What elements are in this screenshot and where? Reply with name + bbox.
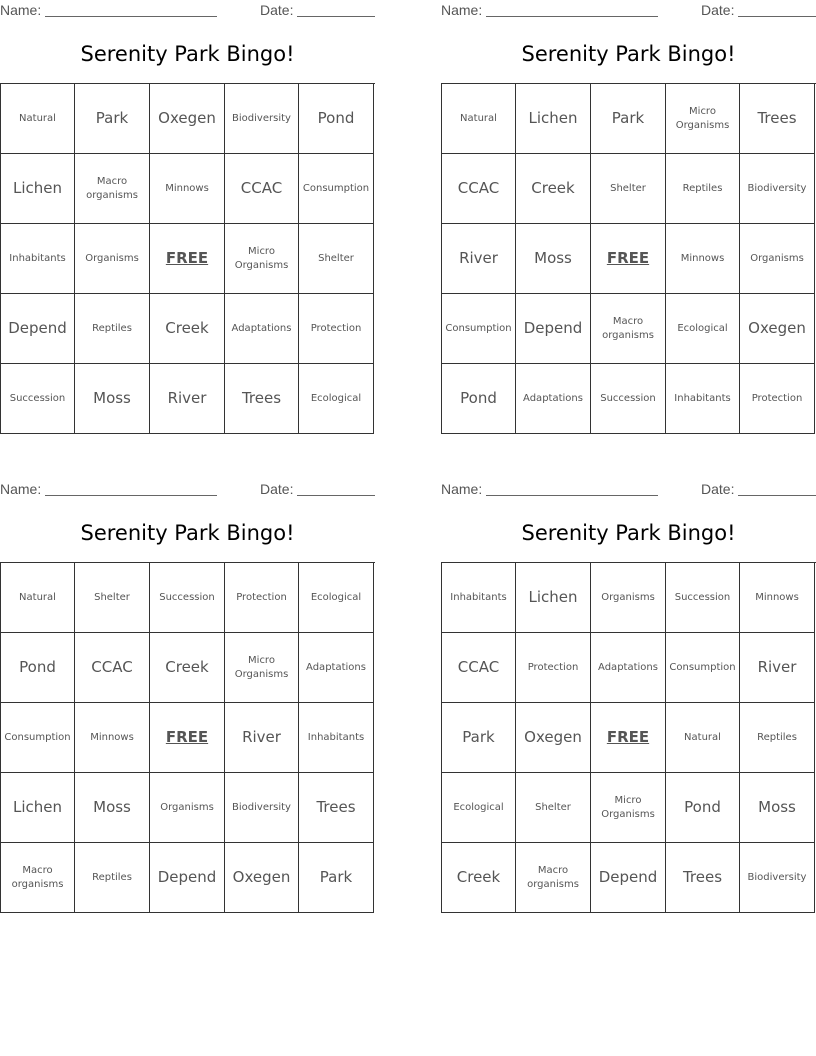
bingo-cell: Inhabitants — [666, 364, 740, 434]
name-label: Name: — [441, 2, 483, 18]
bingo-cell: Reptiles — [666, 154, 740, 224]
bingo-cell: Organisms — [75, 224, 150, 294]
bingo-cell: Protection — [225, 563, 299, 633]
bingo-cell: Creek — [516, 154, 591, 224]
date-label: Date: — [701, 2, 735, 18]
bingo-cell: Ecological — [442, 773, 516, 843]
card-header — [441, 479, 816, 501]
bingo-cell: Micro Organisms — [225, 224, 299, 294]
bingo-cell: Reptiles — [75, 843, 150, 913]
bingo-cell: Protection — [299, 294, 374, 364]
bingo-cell: Creek — [442, 843, 516, 913]
free-space-cell: FREE — [591, 703, 666, 773]
bingo-cell: Moss — [516, 224, 591, 294]
bingo-cell: Park — [299, 843, 374, 913]
bingo-cell: Organisms — [740, 224, 815, 294]
bingo-cell: Minnows — [666, 224, 740, 294]
bingo-cell: Moss — [75, 773, 150, 843]
bingo-cell: Moss — [740, 773, 815, 843]
card-header — [0, 479, 375, 501]
bingo-card-3 — [0, 479, 375, 890]
bingo-cell: Biodiversity — [740, 154, 815, 224]
bingo-cell: Minnows — [740, 563, 815, 633]
bingo-card-4 — [441, 479, 816, 890]
bingo-cell: Shelter — [299, 224, 374, 294]
bingo-cell: Consumption — [299, 154, 374, 224]
bingo-cell: Park — [75, 84, 150, 154]
bingo-cell: Consumption — [1, 703, 75, 773]
bingo-cell: Trees — [740, 84, 815, 154]
bingo-cell: Inhabitants — [299, 703, 374, 773]
bingo-cell: Protection — [740, 364, 815, 434]
bingo-grid — [0, 83, 375, 434]
bingo-cell: Adaptations — [299, 633, 374, 703]
bingo-cell: Lichen — [1, 773, 75, 843]
card-header — [441, 0, 816, 22]
bingo-cell: Oxegen — [516, 703, 591, 773]
bingo-cell: Park — [591, 84, 666, 154]
card-title: Serenity Park Bingo! — [521, 521, 736, 545]
name-blank-line — [45, 495, 217, 496]
bingo-grid — [441, 562, 816, 913]
bingo-cell: Macro organisms — [1, 843, 75, 913]
bingo-cell: Ecological — [666, 294, 740, 364]
bingo-cell: Oxegen — [150, 84, 225, 154]
bingo-cell: Adaptations — [516, 364, 591, 434]
date-blank-line — [738, 16, 816, 17]
bingo-cell: Depend — [591, 843, 666, 913]
date-label: Date: — [260, 2, 294, 18]
name-blank-line — [486, 16, 658, 17]
bingo-cell: Depend — [516, 294, 591, 364]
bingo-cell: Minnows — [75, 703, 150, 773]
bingo-cell: CCAC — [442, 633, 516, 703]
bingo-cell: Natural — [666, 703, 740, 773]
bingo-cell: Macro organisms — [591, 294, 666, 364]
bingo-cell: Trees — [225, 364, 299, 434]
bingo-cell: CCAC — [442, 154, 516, 224]
bingo-cell: Natural — [1, 563, 75, 633]
bingo-cell: Shelter — [516, 773, 591, 843]
bingo-cell: Pond — [1, 633, 75, 703]
bingo-cell: Consumption — [666, 633, 740, 703]
bingo-cell: Lichen — [516, 563, 591, 633]
bingo-cell: Trees — [299, 773, 374, 843]
bingo-cell: Ecological — [299, 563, 374, 633]
bingo-cell: Pond — [666, 773, 740, 843]
name-blank-line — [486, 495, 658, 496]
bingo-cell: Depend — [1, 294, 75, 364]
date-blank-line — [297, 16, 375, 17]
date-blank-line — [297, 495, 375, 496]
bingo-cell: River — [150, 364, 225, 434]
bingo-cell: Adaptations — [225, 294, 299, 364]
bingo-cell: Park — [442, 703, 516, 773]
bingo-cell: Pond — [442, 364, 516, 434]
bingo-cell: Adaptations — [591, 633, 666, 703]
date-label: Date: — [701, 481, 735, 497]
bingo-cell: Consumption — [442, 294, 516, 364]
bingo-grid — [0, 562, 375, 913]
card-title: Serenity Park Bingo! — [80, 521, 295, 545]
bingo-cell: Organisms — [591, 563, 666, 633]
bingo-cell: Shelter — [75, 563, 150, 633]
name-blank-line — [45, 16, 217, 17]
bingo-cell: CCAC — [75, 633, 150, 703]
bingo-cell: Biodiversity — [740, 843, 815, 913]
free-space-cell: FREE — [150, 703, 225, 773]
bingo-cell: Lichen — [516, 84, 591, 154]
bingo-cell: Macro organisms — [516, 843, 591, 913]
bingo-cell: Ecological — [299, 364, 374, 434]
bingo-cell: Micro Organisms — [591, 773, 666, 843]
bingo-cell: Creek — [150, 294, 225, 364]
bingo-cell: Oxegen — [225, 843, 299, 913]
bingo-cell: Protection — [516, 633, 591, 703]
bingo-cell: Inhabitants — [442, 563, 516, 633]
bingo-cell: Oxegen — [740, 294, 815, 364]
bingo-cell: Succession — [591, 364, 666, 434]
bingo-cell: Succession — [666, 563, 740, 633]
free-space-cell: FREE — [591, 224, 666, 294]
card-title: Serenity Park Bingo! — [80, 42, 295, 66]
card-title: Serenity Park Bingo! — [521, 42, 736, 66]
bingo-cell: Shelter — [591, 154, 666, 224]
bingo-cell: Natural — [442, 84, 516, 154]
bingo-cell: Inhabitants — [1, 224, 75, 294]
bingo-cell: Macro organisms — [75, 154, 150, 224]
bingo-cell: Biodiversity — [225, 84, 299, 154]
bingo-card-1 — [0, 0, 375, 408]
bingo-card-2 — [441, 0, 816, 408]
bingo-cell: Lichen — [1, 154, 75, 224]
date-blank-line — [738, 495, 816, 496]
bingo-cell: River — [225, 703, 299, 773]
bingo-cell: River — [740, 633, 815, 703]
bingo-cell: Reptiles — [75, 294, 150, 364]
bingo-cell: Organisms — [150, 773, 225, 843]
bingo-cell: River — [442, 224, 516, 294]
name-label: Name: — [441, 481, 483, 497]
card-header — [0, 0, 375, 22]
bingo-cell: Trees — [666, 843, 740, 913]
bingo-cell: Creek — [150, 633, 225, 703]
name-label: Name: — [0, 2, 42, 18]
bingo-cell: Reptiles — [740, 703, 815, 773]
bingo-cell: Succession — [1, 364, 75, 434]
bingo-cell: CCAC — [225, 154, 299, 224]
bingo-cell: Pond — [299, 84, 374, 154]
bingo-cell: Micro Organisms — [666, 84, 740, 154]
bingo-cell: Succession — [150, 563, 225, 633]
date-label: Date: — [260, 481, 294, 497]
bingo-cell: Natural — [1, 84, 75, 154]
bingo-cell: Micro Organisms — [225, 633, 299, 703]
bingo-cell: Depend — [150, 843, 225, 913]
bingo-cell: Moss — [75, 364, 150, 434]
bingo-cell: Minnows — [150, 154, 225, 224]
bingo-grid — [441, 83, 816, 434]
bingo-cell: Biodiversity — [225, 773, 299, 843]
free-space-cell: FREE — [150, 224, 225, 294]
name-label: Name: — [0, 481, 42, 497]
